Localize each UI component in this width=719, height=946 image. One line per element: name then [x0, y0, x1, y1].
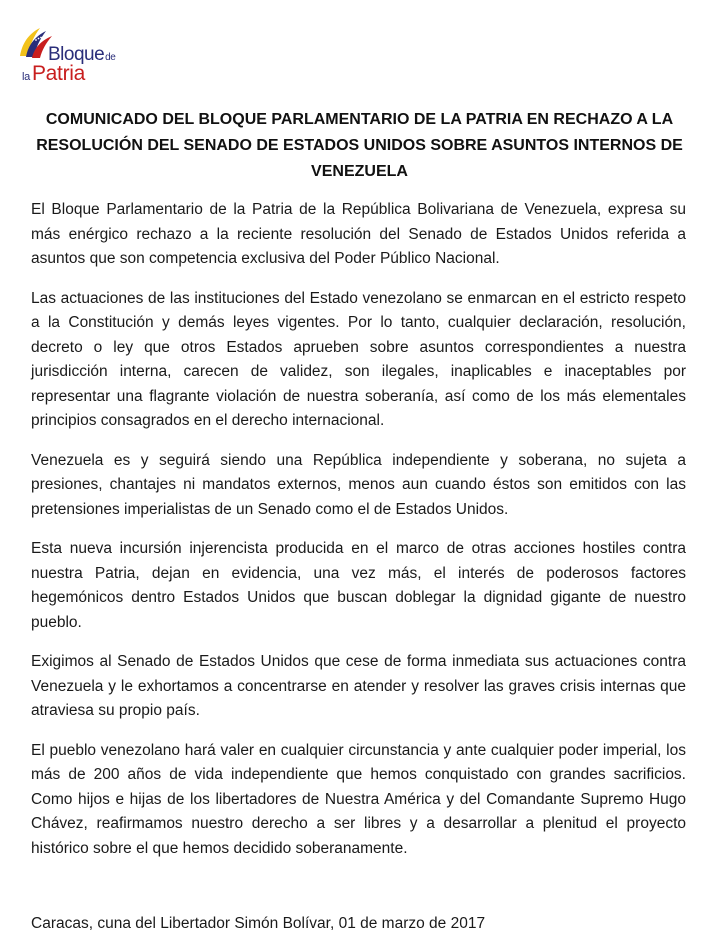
- logo-wordmark-top: Bloquede: [48, 44, 116, 65]
- paragraph: Las actuaciones de las instituciones del Estado venezolano se enmarcan en el estricto respeto a la Constitución y demás leyes vigentes. Por lo tanto, cualquier declaración, resolución, decreto o ley que otros Estados aprueben sobre asuntos correspondientes a nuestra jurisdicción interna, carecen de validez, son ilegales, inaplicables e inaceptables por representar una flagrante violación de nuestra soberanía, así como de los más elementales principios consagrados en el derecho internacional.: [31, 289, 686, 429]
- paragraph: El pueblo venezolano hará valer en cualquier circunstancia y ante cualquier poder imperial, los más de 200 años de vida independiente que hemos conquistado con grandes sacrificios. Como hijos e hijas de los libertadores de Nuestra América y del Comandante Supremo Hugo Chávez, reafirmamos nuestro derecho a ser libres y a desarrollar a plenitud el proyecto histórico sobre el que hemos decidido soberanamente.: [31, 741, 686, 857]
- bloque-de-la-patria-logo: [14, 26, 124, 88]
- document-body: [31, 198, 686, 876]
- document-title: COMUNICADO DEL BLOQUE PARLAMENTARIO DE LA PATRIA EN RECHAZO A LA RESOLUCIÓN DEL SENADO DE ESTADOS UNIDOS SOBRE ASUNTOS INTERNOS DE VENEZUELA: [36, 111, 683, 180]
- paragraph: Venezuela es y seguirá siendo una República independiente y soberana, no sujeta a presiones, chantajes ni mandatos externos, menos aun cuando éstos son emitidos con las pretensiones imperialistas de un Senado como el de Estados Unidos.: [31, 451, 686, 518]
- logo-wordmark-bottom: laPatria: [22, 62, 86, 85]
- paragraph: El Bloque Parlamentario de la Patria de la República Bolivariana de Venezuela, expresa su más enérgico rechazo a la reciente resolución del Senado de Estados Unidos referida a asuntos que son competencia exclusiva del Poder Público Nacional.: [31, 201, 686, 267]
- place-date-signoff: Caracas, cuna del Libertador Simón Bolívar, 01 de marzo de 2017: [31, 915, 486, 932]
- paragraph: Esta nueva incursión injerencista producida en el marco de otras acciones hostiles contra nuestra Patria, dejan en evidencia, una vez más, el interés de poderosos factores hegemónicos dentro Estados Unidos que buscan doblegar la dignidad gigante de nuestro pueblo.: [31, 540, 686, 631]
- paragraph: Exigimos al Senado de Estados Unidos que cese de forma inmediata sus actuaciones contra Venezuela y le exhortamos a concentrarse en atender y resolver las graves crisis internas que atraviesa su propio país.: [31, 653, 686, 719]
